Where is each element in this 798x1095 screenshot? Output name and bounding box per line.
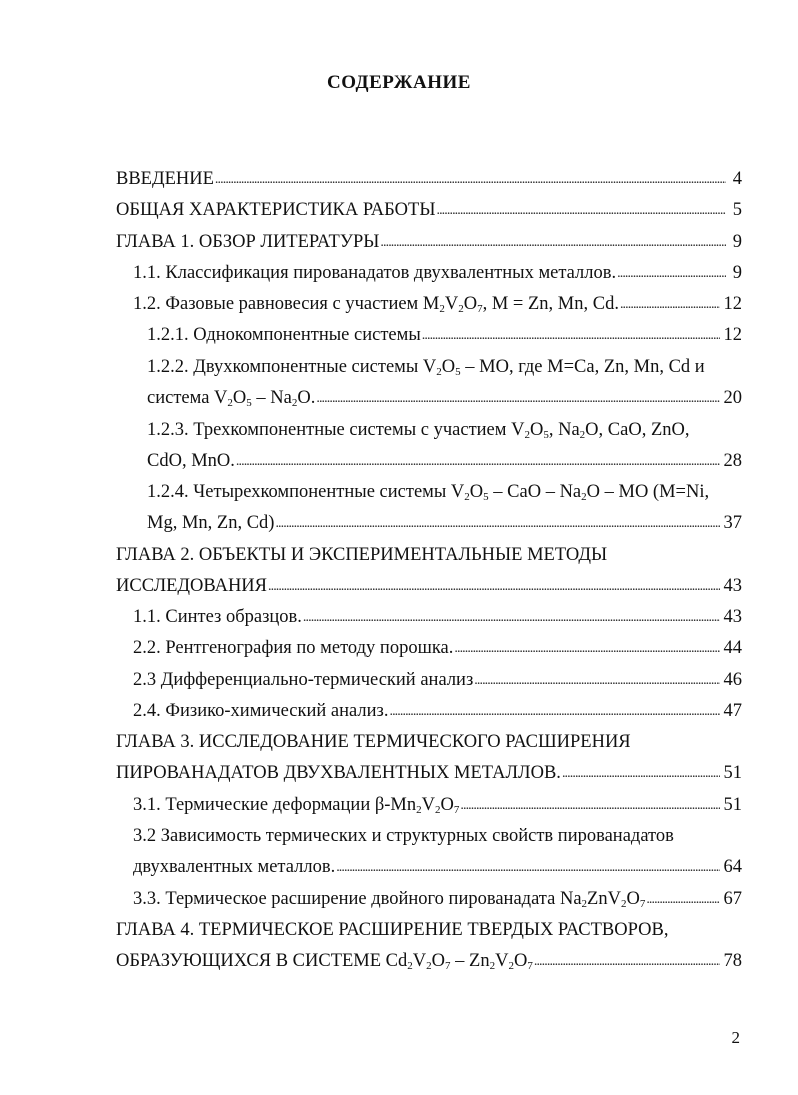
- toc-page-number: 47: [723, 701, 742, 721]
- dot-leader: [454, 636, 719, 660]
- toc-entry-text: ОБРАЗУЮЩИХСЯ В СИСТЕМЕ $Cd_2V_2O_7 - Zn_2V_2O_7$: [116, 951, 533, 972]
- toc-entry-chapter-2[interactable]: [116, 575, 742, 599]
- dot-leader: [303, 605, 720, 629]
- toc-entry-text: 3.1. Термические деформации $\beta-Mn_2V_2O_7$: [133, 795, 460, 816]
- toc-entry-1-2-3-line1[interactable]: 1.2.3. Трехкомпонентные системы с участием $V_2O_5$, $Na_2O$, CaO, ZnO,: [147, 420, 690, 441]
- dot-leader: [336, 855, 719, 879]
- toc-page-number: 64: [723, 857, 742, 877]
- toc-entry-text: ОБЩАЯ ХАРАКТЕРИСТИКА РАБОТЫ: [116, 200, 436, 220]
- toc-page-number: 44: [723, 638, 742, 658]
- dot-leader: [389, 699, 719, 723]
- toc-entry-3-3[interactable]: [133, 888, 742, 912]
- dot-leader: [268, 574, 720, 598]
- dot-leader: [275, 511, 719, 535]
- toc-entry-1-2-1[interactable]: [147, 324, 742, 348]
- toc-entry-2-3[interactable]: [133, 669, 742, 693]
- toc-entry-2-1[interactable]: [133, 606, 742, 630]
- toc-page-number: 5: [732, 200, 742, 220]
- toc-page-number: 67: [723, 889, 742, 909]
- toc-entry-text: Mg, Mn, Zn, Cd): [147, 513, 275, 533]
- toc-page-number: 46: [723, 670, 742, 690]
- page-title: СОДЕРЖАНИЕ: [327, 72, 471, 93]
- toc-entry-text: ВВЕДЕНИЕ: [116, 169, 214, 189]
- toc-entry-text: 1.2.1. Однокомпонентные системы: [147, 325, 421, 345]
- toc-entry-chapter-4-line1[interactable]: ГЛАВА 4. ТЕРМИЧЕСКОЕ РАСШИРЕНИЕ ТВЕРДЫХ РАСТВОРОВ,: [116, 920, 669, 940]
- toc-entry-2-4[interactable]: [133, 700, 742, 724]
- dot-leader: [474, 668, 719, 692]
- toc-entry-general[interactable]: [116, 199, 742, 223]
- toc-entry-chapter-3-line1[interactable]: ГЛАВА 3. ИССЛЕДОВАНИЕ ТЕРМИЧЕСКОГО РАСШИРЕНИЯ: [116, 732, 631, 752]
- dot-leader: [422, 323, 720, 347]
- toc-entry-1-2-4-line1[interactable]: 1.2.4. Четырехкомпонентные системы $V_2O_5$ – CaO – $Na_2O$ – MO (M=Ni,: [147, 482, 710, 503]
- toc-entry-text: 2.4. Физико-химический анализ.: [133, 701, 389, 721]
- dot-leader: [460, 793, 719, 817]
- toc-page-number: 43: [723, 576, 742, 596]
- dot-leader: [215, 167, 726, 191]
- toc-entry-chapter-2-line1[interactable]: ГЛАВА 2. ОБЪЕКТЫ И ЭКСПЕРИМЕНТАЛЬНЫЕ МЕТОДЫ: [116, 545, 608, 565]
- dot-leader: [316, 386, 719, 410]
- toc-page-number: 4: [732, 169, 742, 189]
- toc-entry-3-2-line1[interactable]: 3.2 Зависимость термических и структурных свойств пированадатов: [133, 826, 674, 846]
- toc-entry-text: 3.3. Термическое расширение двойного пированадата $Na_2ZnV_2O_7$: [133, 889, 646, 910]
- toc-page-number: 12: [723, 294, 742, 314]
- toc-entry-chapter-4[interactable]: [116, 950, 742, 974]
- toc-entry-text: 1.1. Синтез образцов.: [133, 607, 302, 627]
- toc-entry-2-2[interactable]: [133, 637, 742, 661]
- toc-entry-1-2-4[interactable]: [147, 512, 742, 536]
- toc-page-number: 78: [723, 951, 742, 971]
- toc-entry-1-1[interactable]: [133, 262, 742, 286]
- toc-page-number: 9: [732, 263, 742, 283]
- dot-leader: [380, 230, 726, 254]
- toc-page-number: 51: [723, 763, 742, 783]
- toc-page-number: 20: [723, 388, 742, 408]
- toc-page-number: 28: [723, 451, 742, 471]
- toc-entry-text: двухвалентных металлов.: [133, 857, 336, 877]
- toc-entry-introduction[interactable]: [116, 168, 742, 192]
- toc-entry-text: 1.1. Классификация пированадатов двухвалентных металлов.: [133, 263, 617, 283]
- toc-entry-1-2-3[interactable]: [147, 450, 742, 474]
- toc-entry-chapter-1[interactable]: [116, 231, 742, 255]
- dot-leader: [236, 449, 720, 473]
- toc-page-number: 37: [723, 513, 742, 533]
- dot-leader: [562, 761, 720, 785]
- page-number: 2: [731, 1028, 740, 1047]
- toc-entry-text: система $V_2O_5 - Na_2O$.: [147, 388, 316, 409]
- toc-entry-text: 2.2. Рентгенография по методу порошка.: [133, 638, 454, 658]
- dot-leader: [534, 949, 720, 973]
- toc-entry-text: 1.2. Фазовые равновесия с участием $M_2V_2O_7$, M = Zn, Mn, Cd.: [133, 294, 619, 315]
- toc-page-number: 12: [723, 325, 742, 345]
- dot-leader: [617, 261, 726, 285]
- toc-entry-1-2[interactable]: [133, 293, 742, 317]
- toc-page-number: 51: [723, 795, 742, 815]
- toc-entry-text: ПИРОВАНАДАТОВ ДВУХВАЛЕНТНЫХ МЕТАЛЛОВ.: [116, 763, 561, 783]
- toc-entry-1-2-2-line1[interactable]: 1.2.2. Двухкомпонентные системы $V_2O_5$ – MO, где M=Ca, Zn, Mn, Cd и: [147, 357, 705, 378]
- toc-entry-text: 2.3 Дифференциально-термический анализ: [133, 670, 474, 690]
- toc-page-number: 9: [732, 232, 742, 252]
- toc-entry-text: ГЛАВА 1. ОБЗОР ЛИТЕРАТУРЫ: [116, 232, 380, 252]
- toc-entry-3-2[interactable]: [133, 856, 742, 880]
- dot-leader: [620, 292, 720, 316]
- toc-entry-text: ИССЛЕДОВАНИЯ: [116, 576, 267, 596]
- toc-page-number: 43: [723, 607, 742, 627]
- toc-entry-3-1[interactable]: [133, 794, 742, 818]
- toc-entry-1-2-2[interactable]: [147, 387, 742, 411]
- dot-leader: [646, 887, 719, 911]
- dot-leader: [436, 198, 726, 222]
- toc-entry-text: CdO, MnO.: [147, 451, 235, 471]
- toc-entry-chapter-3[interactable]: [116, 762, 742, 786]
